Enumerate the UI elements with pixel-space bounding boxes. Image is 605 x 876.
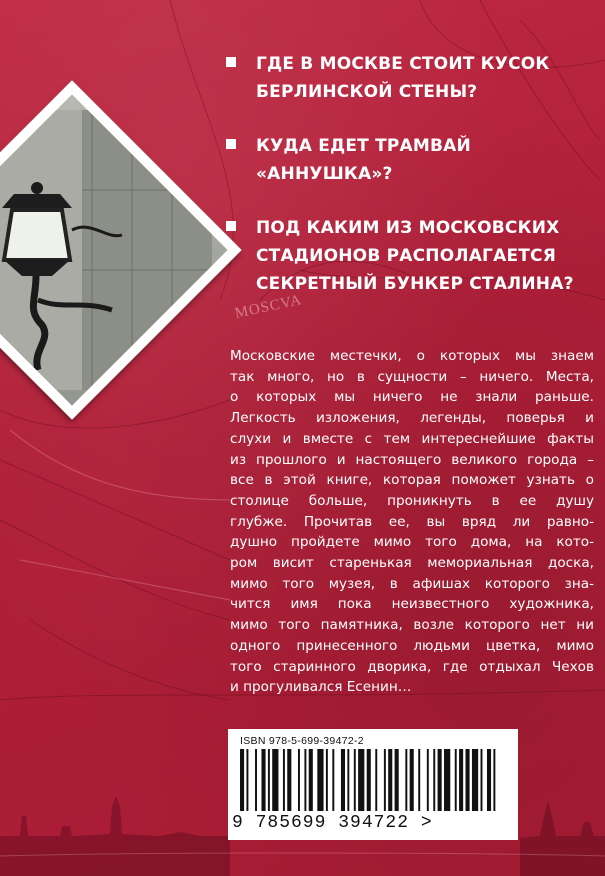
description-line: слухи и вместе с тем интереснейшие факты — [230, 430, 594, 447]
question-item — [226, 132, 598, 188]
white-square-icon — [226, 139, 236, 149]
question-item — [226, 50, 598, 106]
description-line: так много, но в сущности – ничего. Места, — [230, 368, 594, 385]
white-square-icon — [226, 57, 236, 67]
description-line: Московские местечки, о которых мы знаем — [230, 348, 594, 364]
description-line: глубже. Прочитав ее, вы вряд ли равно- — [230, 513, 594, 530]
description-line: из прошлого и настоящего великого города – — [230, 451, 594, 468]
description-line: чится имя пока неизвестного художника, — [230, 596, 594, 613]
description-line: и прогуливался Есенин… — [230, 679, 412, 696]
barcode-digits: 9 785699 394722 > — [232, 813, 433, 833]
question-line: СТАДИОНОВ РАСПОЛАГАЕТСЯ — [256, 246, 557, 266]
question-item — [226, 214, 598, 298]
question-line: ГДЕ В МОСКВЕ СТОИТ КУСОК — [256, 54, 550, 74]
description-line: мимо того памятника, возле которого нет ни — [230, 617, 594, 634]
question-list — [226, 50, 598, 324]
description-line: о которых мы ничего не знали раньше. — [230, 389, 594, 406]
description-line: душно пройдете мимо того дома, на кото- — [230, 534, 594, 551]
white-square-icon — [226, 221, 236, 231]
isbn-text: ISBN 978-5-699-39472-2 — [240, 735, 364, 747]
barcode-box — [228, 729, 518, 840]
description-line: одного принесенного людьми цветка, мимо — [230, 637, 594, 654]
question-line: СЕКРЕТНЫЙ БУНКЕР СТАЛИНА? — [256, 274, 574, 294]
book-description — [230, 346, 594, 698]
map-label-moscva: MOSCVA — [233, 292, 304, 322]
description-line: того старинного дворика, где отдыхал Чехов — [230, 658, 594, 675]
question-line: БЕРЛИНСКОЙ СТЕНЫ? — [256, 82, 478, 102]
description-line: столице больше, проникнуть в ее душу — [230, 492, 594, 509]
question-line: КУДА ЕДЕТ ТРАМВАЙ «АННУШКА»? — [256, 136, 471, 184]
description-line: Легкость изложения, легенды, поверья и — [230, 410, 594, 427]
barcode-icon — [240, 749, 502, 819]
description-line: все в этой книге, которая поможет узнать о — [230, 472, 594, 489]
description-line: мимо того музея, в афишах которого зна- — [230, 575, 594, 592]
question-line: ПОД КАКИМ ИЗ МОСКОВСКИХ — [256, 218, 560, 238]
description-line: ром висит старенькая мемориальная доска, — [230, 555, 594, 572]
